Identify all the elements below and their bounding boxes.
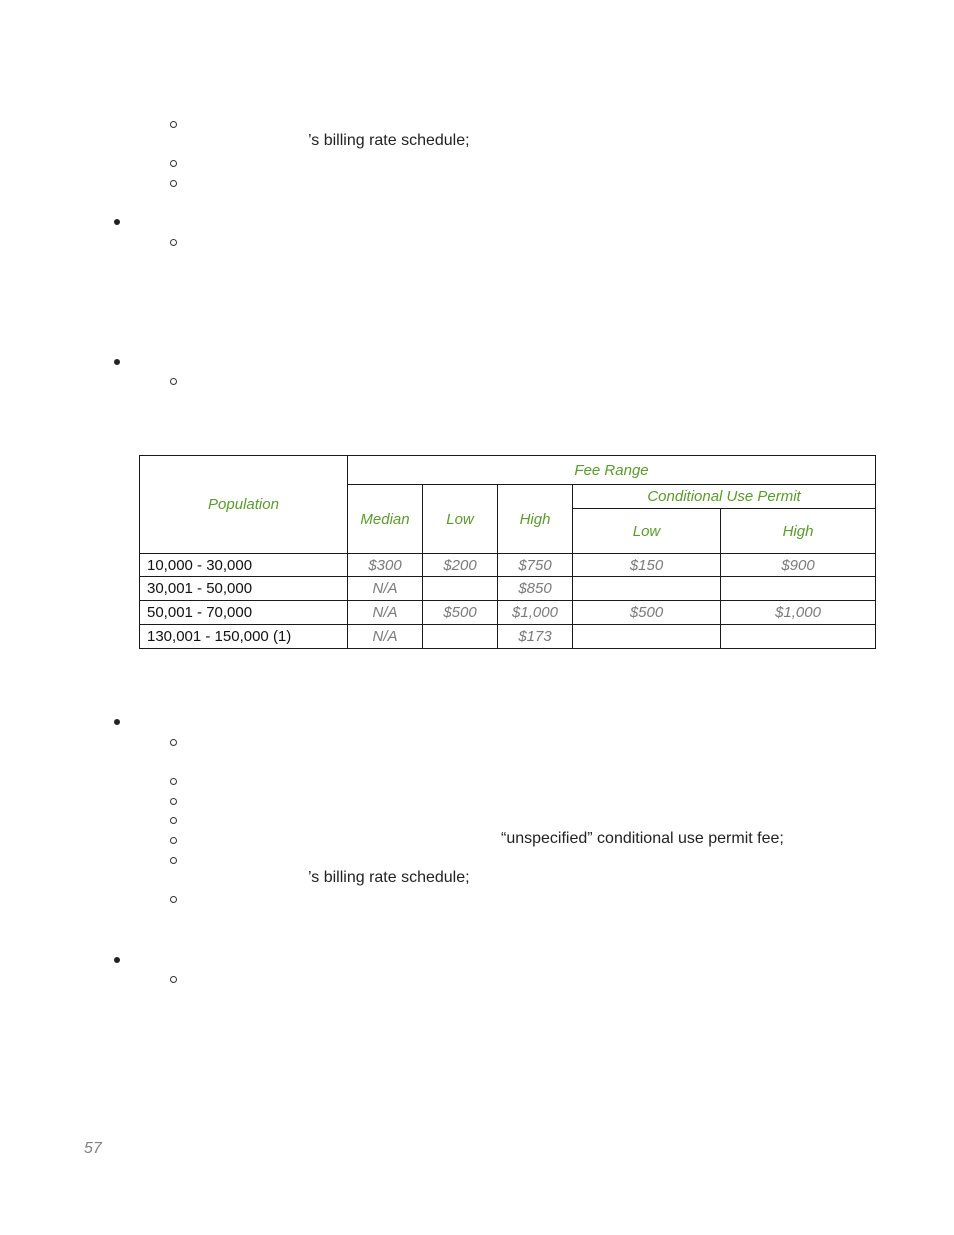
cell-low [423, 577, 498, 601]
sub-bullet-marker [170, 817, 177, 824]
cell-high: $750 [498, 554, 573, 577]
header-cup-high: High [721, 509, 876, 554]
cell-cup-high [721, 625, 876, 649]
cell-cup-low [573, 577, 721, 601]
header-median: Median [348, 485, 423, 554]
cell-population: 130,001 - 150,000 (1) [140, 625, 348, 649]
billing-rate-fragment: ’s billing rate schedule; [308, 869, 470, 886]
sub-bullet-marker [170, 239, 177, 246]
table-row [140, 577, 876, 601]
header-cup-low: Low [573, 509, 721, 554]
sub-bullet-marker [170, 180, 177, 187]
cell-population: 50,001 - 70,000 [140, 601, 348, 625]
bullet-marker [114, 219, 120, 225]
table-row [140, 554, 876, 577]
cell-low [423, 625, 498, 649]
cell-cup-low: $150 [573, 554, 721, 577]
cell-median: $300 [348, 554, 423, 577]
header-conditional-use-permit: Conditional Use Permit [573, 485, 876, 509]
page-number: 57 [84, 1140, 102, 1157]
sub-bullet-marker [170, 378, 177, 385]
bullet-marker [114, 359, 120, 365]
sub-bullet-marker [170, 857, 177, 864]
table-row [140, 625, 876, 649]
cell-median: N/A [348, 601, 423, 625]
header-low: Low [423, 485, 498, 554]
sub-bullet-marker [170, 976, 177, 983]
sub-bullet-marker [170, 121, 177, 128]
bullet-marker [114, 719, 120, 725]
cell-high: $173 [498, 625, 573, 649]
sub-bullet-marker [170, 160, 177, 167]
cell-cup-low [573, 625, 721, 649]
bullet-marker [114, 957, 120, 963]
cell-cup-high [721, 577, 876, 601]
cell-high: $850 [498, 577, 573, 601]
table-row [140, 601, 876, 625]
header-population: Population [140, 456, 348, 554]
cell-low: $500 [423, 601, 498, 625]
cell-population: 30,001 - 50,000 [140, 577, 348, 601]
header-high: High [498, 485, 573, 554]
sub-bullet-marker [170, 798, 177, 805]
fee-range-table [139, 455, 876, 649]
cell-median: N/A [348, 577, 423, 601]
sub-bullet-marker [170, 896, 177, 903]
cell-cup-low: $500 [573, 601, 721, 625]
cell-high: $1,000 [498, 601, 573, 625]
cell-cup-high: $900 [721, 554, 876, 577]
unspecified-fee-fragment: “unspecified” conditional use permit fee; [501, 830, 784, 847]
header-fee-range: Fee Range [348, 456, 876, 485]
sub-bullet-marker [170, 778, 177, 785]
sub-bullet-marker [170, 837, 177, 844]
cell-population: 10,000 - 30,000 [140, 554, 348, 577]
sub-bullet-marker [170, 739, 177, 746]
cell-cup-high: $1,000 [721, 601, 876, 625]
cell-low: $200 [423, 554, 498, 577]
cell-median: N/A [348, 625, 423, 649]
billing-rate-fragment: ’s billing rate schedule; [308, 132, 470, 149]
